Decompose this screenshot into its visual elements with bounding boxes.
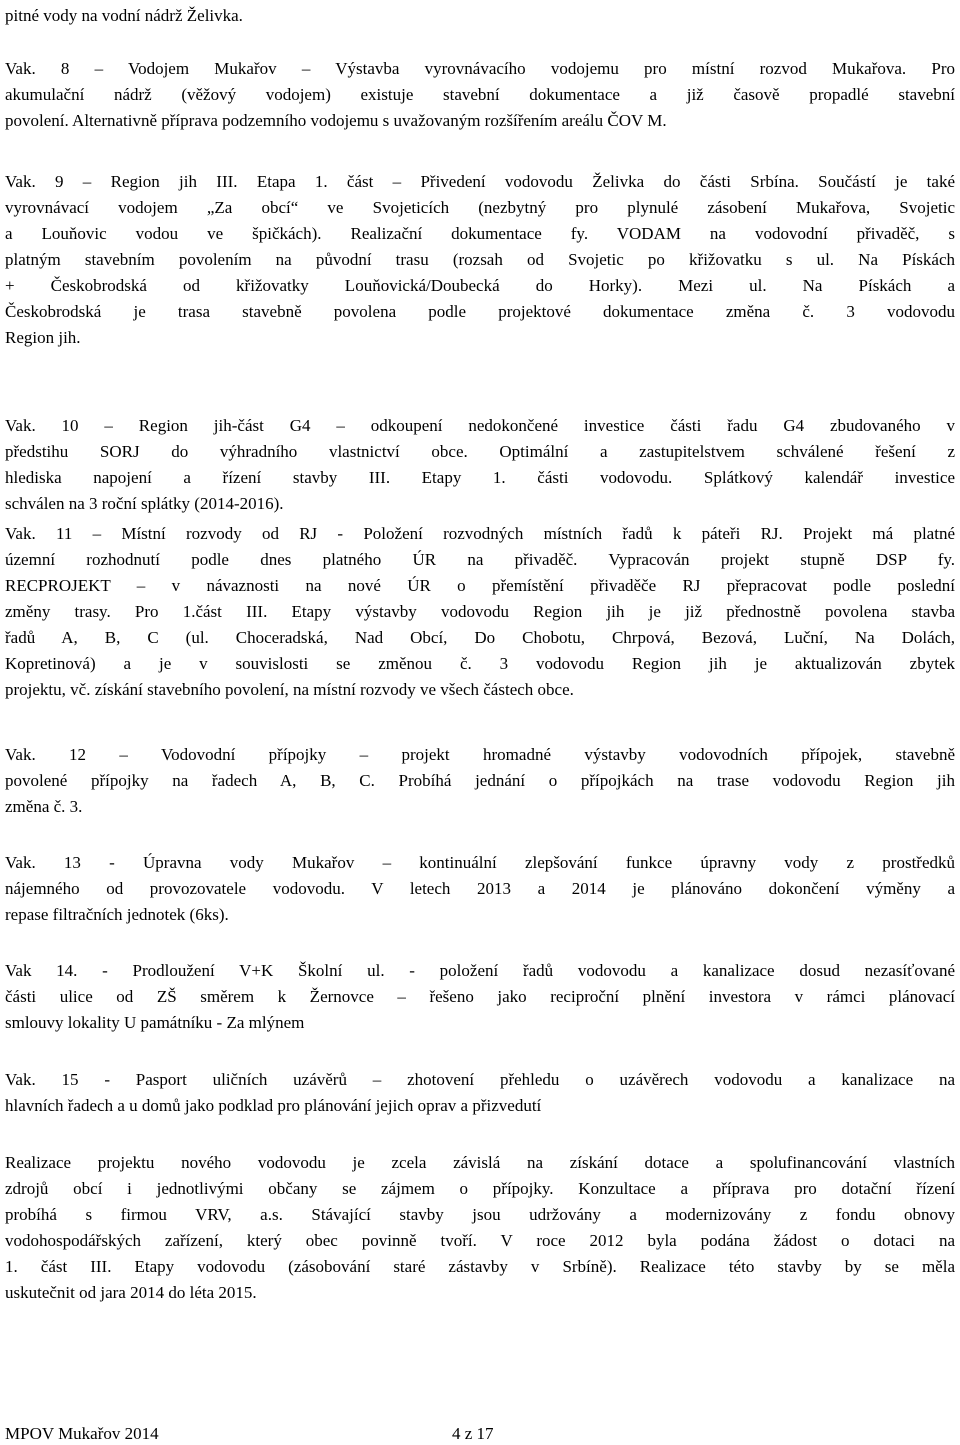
- paragraph: [5, 1150, 955, 1306]
- page-number: 4 z 17: [452, 1424, 494, 1443]
- text-line: Vak. 12 – Vodovodní přípojky – projekt hromadné výstavby vodovodních přípojek, stavebně: [5, 745, 955, 764]
- text-line: předstihu SORJ do výhradního vlastnictví obce. Optimální a zastupitelstvem schválené řešení z: [5, 442, 955, 461]
- text-line: povolené přípojky na řadech A, B, C. Probíhá jednání o přípojkách na trase vodovodu Region jih: [5, 771, 955, 790]
- text-line: Vak. 13 - Úpravna vody Mukařov – kontinuální zlepšování funkce úpravny vody z prostředků: [5, 853, 955, 872]
- paragraph: [5, 742, 955, 820]
- text-line: Kopretinová) a je v souvislosti se změnou č. 3 vodovodu Region jih je aktualizován zbytek: [5, 654, 955, 673]
- text-line: vyrovnávací vodojem „Za obcí“ ve Svojeticích (nezbytný pro plynulé zásobení Mukařova, Svojetic: [5, 198, 955, 217]
- paragraph: [5, 3, 955, 29]
- paragraph: [5, 1067, 955, 1119]
- text-line: 1. část III. Etapy vodovodu (zásobování staré zástavby v Srbíně). Realizace této stavby by se měla: [5, 1257, 955, 1276]
- paragraph: [5, 413, 955, 517]
- footer-title: MPOV Mukařov 2014: [5, 1424, 159, 1443]
- text-line: části ulice od ZŠ směrem k Žernovce – řešeno jako reciproční plnění investora v rámci plánovací: [5, 987, 955, 1006]
- text-line: Realizace projektu nového vodovodu je zcela závislá na získání dotace a spolufinancování vlastních: [5, 1153, 955, 1172]
- text-line: uskutečnit od jara 2014 do léta 2015.: [5, 1283, 257, 1302]
- text-line: povolení. Alternativně příprava podzemního vodojemu s uvažovaným rozšířením areálu ČOV M.: [5, 111, 667, 130]
- text-line: akumulační nádrž (věžový vodojem) existuje stavební dokumentace a již časově propadlé stavební: [5, 85, 955, 104]
- text-line: platným stavebním povolením na původní trasu (rozsah od Svojetic po křižovatku s ul. Na Pískách: [5, 250, 955, 269]
- text-line: repase filtračních jednotek (6ks).: [5, 905, 229, 924]
- text-line: a Louňovic vodou ve špičkách). Realizační dokumentace fy. VODAM na vodovodní přivaděč, s: [5, 224, 955, 243]
- text-line: projektu, vč. získání stavebního povolení, na místní rozvody ve všech částech obce.: [5, 680, 574, 699]
- text-line: + Českobrodská od křižovatky Louňovická/Doubecká do Horky). Mezi ul. Na Pískách a: [5, 276, 955, 295]
- text-line: změny trasy. Pro 1.část III. Etapy výstavby vodovodu Region jih je již přednostně povolena stavba: [5, 602, 955, 621]
- text-line: Českobrodská je trasa stavebně povolena podle projektové dokumentace změna č. 3 vodovodu: [5, 302, 955, 321]
- text-line: územní rozhodnutí podle dnes platného ÚR na přivaděč. Vypracován projekt stupně DSP fy.: [5, 550, 955, 569]
- text-line: změna č. 3.: [5, 797, 83, 816]
- paragraph: [5, 521, 955, 703]
- text-line: Vak. 8 – Vodojem Mukařov – Výstavba vyrovnávacího vodojemu pro místní rozvod Mukařova. Pro: [5, 59, 955, 78]
- text-line: smlouvy lokality U památníku - Za mlýnem: [5, 1013, 305, 1032]
- text-line: nájemného od provozovatele vodovodu. V letech 2013 a 2014 je plánováno dokončení výměny a: [5, 879, 955, 898]
- text-line: probíhá s firmou VRV, a.s. Stávající stavby jsou udržovány a modernizovány z fondu obnovy: [5, 1205, 955, 1224]
- text-line: Vak. 9 – Region jih III. Etapa 1. část – Přivedení vodovodu Želivka do části Srbína. Součástí je také: [5, 172, 955, 191]
- text-line: hlediska napojení a řízení stavby III. Etapy 1. části vodovodu. Splátkový kalendář investice: [5, 468, 955, 487]
- text-line: Vak. 10 – Region jih-část G4 – odkoupení nedokončené investice části řadu G4 zbudovaného v: [5, 416, 955, 435]
- text-line: schválen na 3 roční splátky (2014-2016).: [5, 494, 284, 513]
- text-line: hlavních řadech a u domů jako podklad pro plánování jejich oprav a přizvedutí: [5, 1096, 542, 1115]
- paragraph: [5, 56, 955, 134]
- text-line: Vak 14. - Prodloužení V+K Školní ul. - položení řadů vodovodu a kanalizace dosud nezasíťované: [5, 961, 955, 980]
- text-line: Vak. 15 - Pasport uličních uzávěrů – zhotovení přehledu o uzávěrech vodovodu a kanalizace na: [5, 1070, 955, 1089]
- text-line: Region jih.: [5, 328, 81, 347]
- text-line: zdrojů obcí i jednotlivými občany se zájmem o přípojky. Konzultace a příprava pro dotační řízení: [5, 1179, 955, 1198]
- text-line: pitné vody na vodní nádrž Želivka.: [5, 6, 243, 25]
- paragraph: [5, 169, 955, 351]
- text-line: Vak. 11 – Místní rozvody od RJ - Položení rozvodných místních řadů k páteři RJ. Projekt má platné: [5, 524, 955, 543]
- paragraph: [5, 850, 955, 928]
- text-line: RECPROJEKT – v návaznosti na nové ÚR o přemístění přivaděče RJ přepracovat podle poslední: [5, 576, 955, 595]
- text-line: řadů A, B, C (ul. Choceradská, Nad Obcí, Do Chobotu, Chrpová, Bezová, Luční, Na Dolách,: [5, 628, 955, 647]
- paragraph: [5, 958, 955, 1036]
- text-line: vodohospodářských zařízení, který obec povinně tvoří. V roce 2012 byla podána žádost o dotaci na: [5, 1231, 955, 1250]
